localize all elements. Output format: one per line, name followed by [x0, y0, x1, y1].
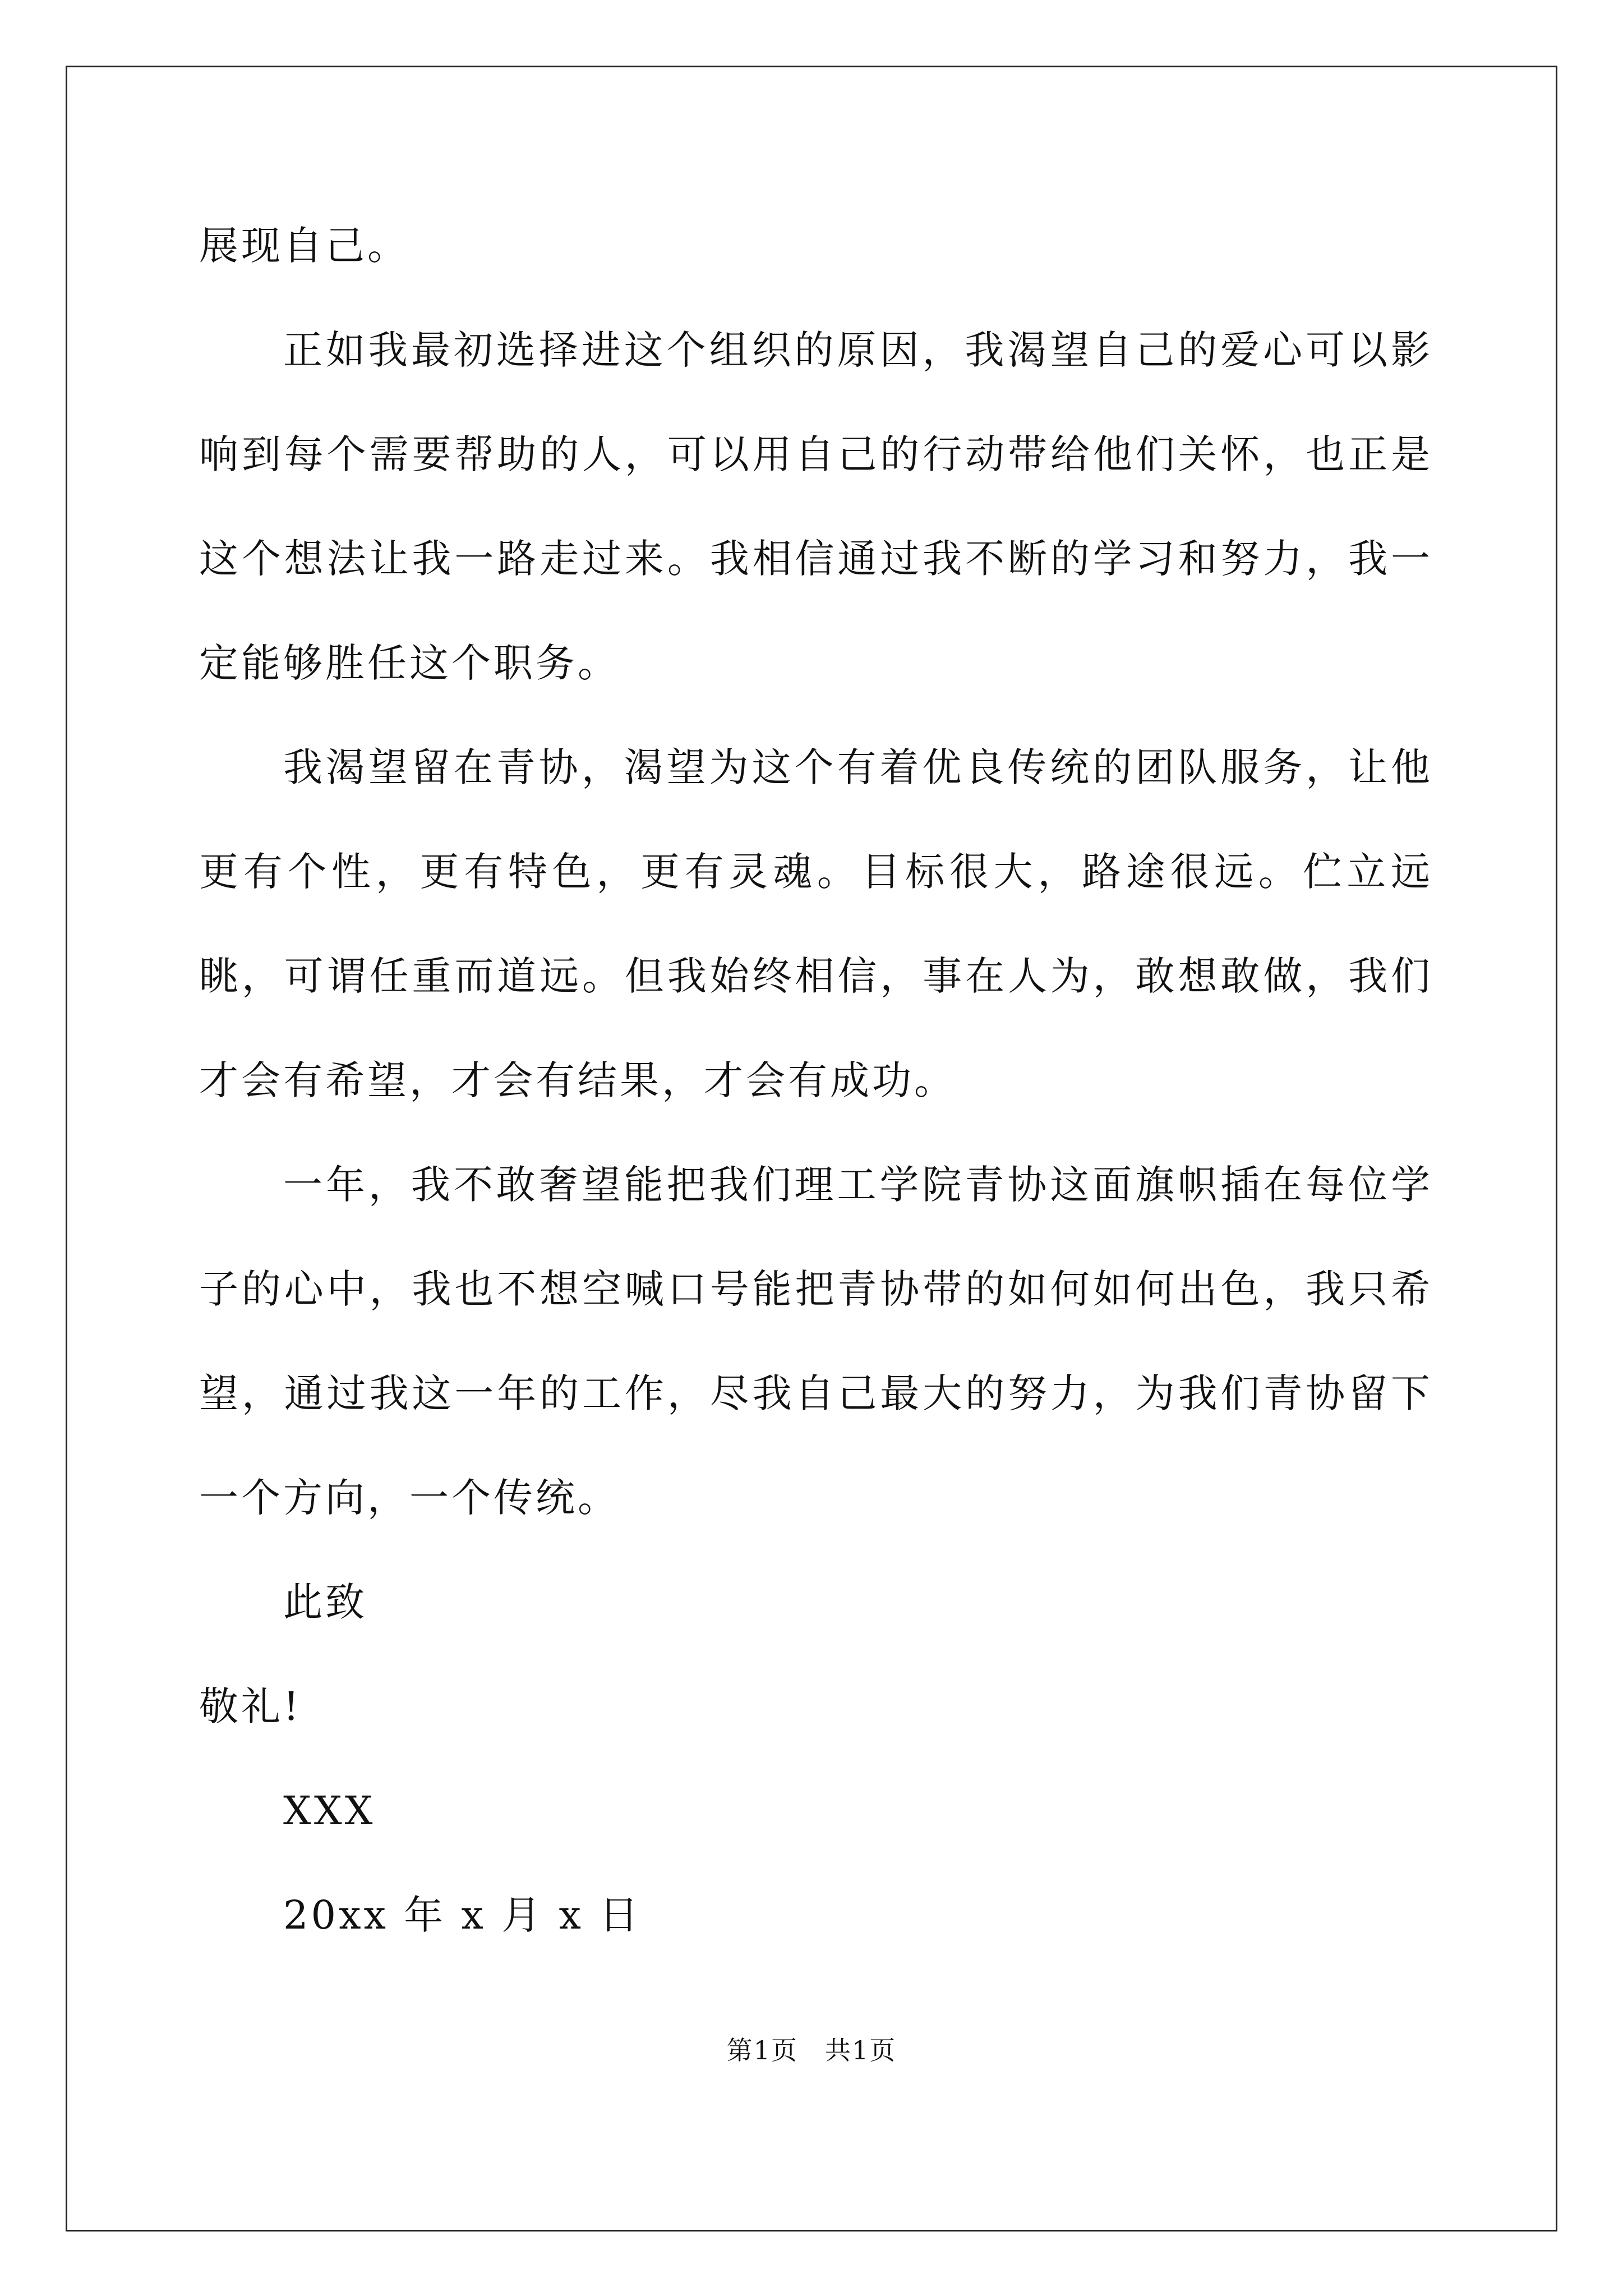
page-number-footer: 第1页 共1页 [726, 2035, 897, 2065]
closing-phrase: 此致 [283, 1579, 367, 1625]
paragraph-continuation: 展现自己。 [199, 223, 409, 269]
signature-date: 20xx 年 x 月 x 日 [283, 1892, 642, 1938]
paragraph: 我渴望留在青协，渴望为这个有着优良传统的团队服务，让他更有个性，更有特色，更有灵魂。目标很大，路途很远。伫立远眺，可谓任重而道远。但我始终相信，事在人为，敢想敢做，我们才会有希望，才会有结果，才会有成功。 [199, 744, 1433, 1103]
signature-name: XXX [283, 1788, 376, 1834]
paragraph: 正如我最初选择进这个组织的原因，我渴望自己的爱心可以影响到每个需要帮助的人，可以用自己的行动带给他们关怀，也正是这个想法让我一路走过来。我相信通过我不断的学习和努力，我一定能够胜任这个职务。 [199, 327, 1433, 686]
letter-body [199, 194, 1433, 1967]
paragraph: 一年，我不敢奢望能把我们理工学院青协这面旗帜插在每位学子的心中，我也不想空喊口号能把青协带的如何如何出色，我只希望，通过我这一年的工作，尽我自己最大的努力，为我们青协留下一个方向，一个传统。 [199, 1162, 1433, 1521]
salutation: 敬礼! [199, 1683, 302, 1729]
